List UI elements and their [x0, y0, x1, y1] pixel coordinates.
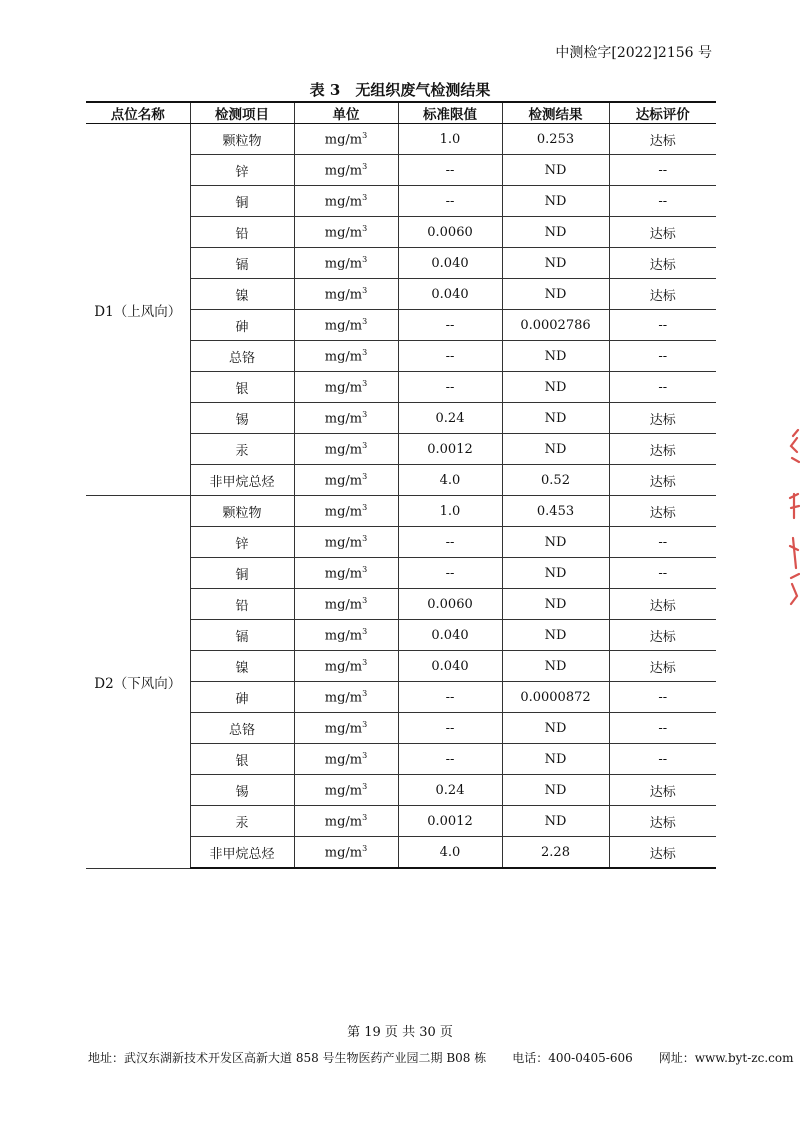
test-item-cell: 镍	[190, 279, 294, 310]
unit-base: mg/m	[324, 504, 363, 520]
unit-base: mg/m	[324, 783, 363, 799]
result-cell: ND	[502, 279, 609, 310]
limit-cell: 0.0012	[398, 806, 502, 837]
result-cell: 0.0002786	[502, 310, 609, 341]
evaluation-cell: 达标	[609, 651, 716, 682]
test-item-cell: 镉	[190, 620, 294, 651]
evaluation-cell: 达标	[609, 403, 716, 434]
evaluation-cell: --	[609, 558, 716, 589]
unit-base: mg/m	[324, 287, 363, 303]
unit-base: mg/m	[324, 628, 363, 644]
limit-cell: --	[398, 310, 502, 341]
site-group-d2	[86, 496, 716, 869]
unit-exponent: 3	[362, 347, 368, 357]
test-item-cell: 铜	[190, 558, 294, 589]
unit-base: mg/m	[324, 349, 363, 365]
unit-exponent: 3	[362, 285, 368, 295]
evaluation-cell: --	[609, 341, 716, 372]
test-item-cell: 锌	[190, 155, 294, 186]
footer-website: 网址：www.byt-zc.com	[658, 1051, 794, 1065]
result-cell: ND	[502, 806, 609, 837]
site-name-cell: D2（下风向）	[86, 496, 190, 869]
unit-base: mg/m	[324, 659, 363, 675]
unit-cell	[294, 155, 398, 186]
test-item-cell: 锡	[190, 403, 294, 434]
test-item-cell: 砷	[190, 310, 294, 341]
unit-base: mg/m	[324, 163, 363, 179]
test-item-cell: 银	[190, 372, 294, 403]
test-item-cell: 镍	[190, 651, 294, 682]
limit-cell: 1.0	[398, 496, 502, 527]
unit-cell	[294, 403, 398, 434]
test-item-cell: 总铬	[190, 713, 294, 744]
unit-exponent: 3	[362, 316, 368, 326]
evaluation-cell: --	[609, 744, 716, 775]
limit-cell: 0.24	[398, 775, 502, 806]
unit-base: mg/m	[324, 721, 363, 737]
limit-cell: --	[398, 155, 502, 186]
result-cell: ND	[502, 527, 609, 558]
unit-base: mg/m	[324, 194, 363, 210]
test-item-cell: 汞	[190, 806, 294, 837]
evaluation-cell: 达标	[609, 217, 716, 248]
unit-exponent: 3	[362, 254, 368, 264]
table-header-row	[86, 102, 716, 124]
test-item-cell: 非甲烷总烃	[190, 837, 294, 869]
limit-cell: 0.0060	[398, 589, 502, 620]
column-header: 点位名称	[86, 102, 190, 124]
evaluation-cell: 达标	[609, 434, 716, 465]
evaluation-cell: --	[609, 186, 716, 217]
unit-exponent: 3	[362, 843, 368, 853]
unit-base: mg/m	[324, 132, 363, 148]
unit-exponent: 3	[362, 409, 368, 419]
unit-cell	[294, 248, 398, 279]
result-cell: ND	[502, 217, 609, 248]
unit-cell	[294, 744, 398, 775]
column-header: 检测项目	[190, 102, 294, 124]
result-cell: ND	[502, 589, 609, 620]
unit-exponent: 3	[362, 161, 368, 171]
table-title: 表 3 无组织废气检测结果	[309, 81, 491, 99]
unit-cell	[294, 589, 398, 620]
evaluation-cell: --	[609, 527, 716, 558]
evaluation-cell: --	[609, 310, 716, 341]
result-cell: 0.453	[502, 496, 609, 527]
unit-exponent: 3	[362, 130, 368, 140]
limit-cell: --	[398, 682, 502, 713]
result-cell: ND	[502, 434, 609, 465]
result-cell: ND	[502, 403, 609, 434]
result-cell: ND	[502, 620, 609, 651]
unit-exponent: 3	[362, 626, 368, 636]
footer-address: 地址：武汉东湖新技术开发区高新大道 858 号生物医药产业园二期 B08 栋	[88, 1051, 487, 1065]
result-cell: 0.253	[502, 124, 609, 155]
limit-cell: --	[398, 186, 502, 217]
limit-cell: 0.040	[398, 279, 502, 310]
test-item-cell: 非甲烷总烃	[190, 465, 294, 496]
unit-cell	[294, 837, 398, 869]
evaluation-cell: 达标	[609, 775, 716, 806]
result-cell: ND	[502, 558, 609, 589]
unit-base: mg/m	[324, 814, 363, 830]
limit-cell: 0.040	[398, 651, 502, 682]
test-item-cell: 颗粒物	[190, 124, 294, 155]
limit-cell: --	[398, 713, 502, 744]
site-group-d1	[86, 124, 716, 496]
evaluation-cell: --	[609, 682, 716, 713]
unit-exponent: 3	[362, 440, 368, 450]
unit-base: mg/m	[324, 225, 363, 241]
result-cell: ND	[502, 775, 609, 806]
evaluation-cell: --	[609, 372, 716, 403]
unit-base: mg/m	[324, 566, 363, 582]
limit-cell: 4.0	[398, 465, 502, 496]
evaluation-cell: 达标	[609, 465, 716, 496]
unit-base: mg/m	[324, 597, 363, 613]
evaluation-cell: --	[609, 155, 716, 186]
unit-cell	[294, 527, 398, 558]
test-item-cell: 汞	[190, 434, 294, 465]
unit-cell	[294, 713, 398, 744]
test-item-cell: 砷	[190, 682, 294, 713]
test-item-cell: 铅	[190, 217, 294, 248]
page-number: 第 19 页 共 30 页	[347, 1025, 453, 1040]
result-cell: ND	[502, 372, 609, 403]
unit-exponent: 3	[362, 688, 368, 698]
unit-base: mg/m	[324, 845, 363, 861]
unit-base: mg/m	[324, 256, 363, 272]
unit-exponent: 3	[362, 781, 368, 791]
site-name-cell: D1（上风向）	[86, 124, 190, 496]
footer-contact	[88, 1049, 800, 1066]
evaluation-cell: 达标	[609, 248, 716, 279]
unit-cell	[294, 279, 398, 310]
unit-cell	[294, 496, 398, 527]
unit-exponent: 3	[362, 719, 368, 729]
result-cell: ND	[502, 248, 609, 279]
limit-cell: 1.0	[398, 124, 502, 155]
evaluation-cell: 达标	[609, 620, 716, 651]
unit-base: mg/m	[324, 752, 363, 768]
limit-cell: 0.0012	[398, 434, 502, 465]
table-row	[86, 124, 716, 155]
evaluation-cell: 达标	[609, 279, 716, 310]
unit-exponent: 3	[362, 812, 368, 822]
test-item-cell: 镉	[190, 248, 294, 279]
unit-cell	[294, 124, 398, 155]
unit-cell	[294, 186, 398, 217]
result-cell: ND	[502, 744, 609, 775]
limit-cell: --	[398, 558, 502, 589]
test-item-cell: 锡	[190, 775, 294, 806]
column-header: 检测结果	[502, 102, 609, 124]
unit-cell	[294, 341, 398, 372]
unit-exponent: 3	[362, 471, 368, 481]
red-seal-fragment	[788, 428, 800, 608]
unit-base: mg/m	[324, 690, 363, 706]
unit-cell	[294, 217, 398, 248]
unit-base: mg/m	[324, 535, 363, 551]
results-table	[86, 101, 716, 869]
unit-exponent: 3	[362, 657, 368, 667]
unit-cell	[294, 310, 398, 341]
unit-cell	[294, 434, 398, 465]
unit-exponent: 3	[362, 595, 368, 605]
evaluation-cell: 达标	[609, 837, 716, 869]
footer-phone: 电话：400-0405-606	[512, 1051, 633, 1065]
result-cell: ND	[502, 155, 609, 186]
evaluation-cell: 达标	[609, 806, 716, 837]
limit-cell: --	[398, 744, 502, 775]
limit-cell: 4.0	[398, 837, 502, 869]
test-item-cell: 锌	[190, 527, 294, 558]
result-cell: ND	[502, 186, 609, 217]
evaluation-cell: 达标	[609, 496, 716, 527]
result-cell: 2.28	[502, 837, 609, 869]
unit-base: mg/m	[324, 473, 363, 489]
unit-exponent: 3	[362, 223, 368, 233]
unit-exponent: 3	[362, 502, 368, 512]
unit-cell	[294, 806, 398, 837]
unit-base: mg/m	[324, 380, 363, 396]
test-item-cell: 颗粒物	[190, 496, 294, 527]
test-item-cell: 总铬	[190, 341, 294, 372]
document-number: 中测检字[2022]2156 号	[555, 45, 712, 61]
evaluation-cell: 达标	[609, 124, 716, 155]
evaluation-cell: --	[609, 713, 716, 744]
limit-cell: 0.0060	[398, 217, 502, 248]
limit-cell: 0.040	[398, 620, 502, 651]
unit-base: mg/m	[324, 318, 363, 334]
unit-cell	[294, 651, 398, 682]
unit-exponent: 3	[362, 192, 368, 202]
unit-cell	[294, 620, 398, 651]
evaluation-cell: 达标	[609, 589, 716, 620]
unit-base: mg/m	[324, 411, 363, 427]
unit-exponent: 3	[362, 564, 368, 574]
limit-cell: 0.040	[398, 248, 502, 279]
result-cell: ND	[502, 341, 609, 372]
unit-cell	[294, 775, 398, 806]
test-item-cell: 银	[190, 744, 294, 775]
test-item-cell: 铜	[190, 186, 294, 217]
unit-exponent: 3	[362, 750, 368, 760]
limit-cell: --	[398, 341, 502, 372]
limit-cell: --	[398, 527, 502, 558]
unit-base: mg/m	[324, 442, 363, 458]
unit-cell	[294, 372, 398, 403]
column-header: 单位	[294, 102, 398, 124]
result-cell: ND	[502, 651, 609, 682]
table-row	[86, 496, 716, 527]
unit-cell	[294, 465, 398, 496]
result-cell: 0.52	[502, 465, 609, 496]
limit-cell: 0.24	[398, 403, 502, 434]
unit-cell	[294, 682, 398, 713]
unit-cell	[294, 558, 398, 589]
unit-exponent: 3	[362, 533, 368, 543]
result-cell: ND	[502, 713, 609, 744]
column-header: 达标评价	[609, 102, 716, 124]
test-item-cell: 铅	[190, 589, 294, 620]
unit-exponent: 3	[362, 378, 368, 388]
limit-cell: --	[398, 372, 502, 403]
column-header: 标准限值	[398, 102, 502, 124]
result-cell: 0.0000872	[502, 682, 609, 713]
